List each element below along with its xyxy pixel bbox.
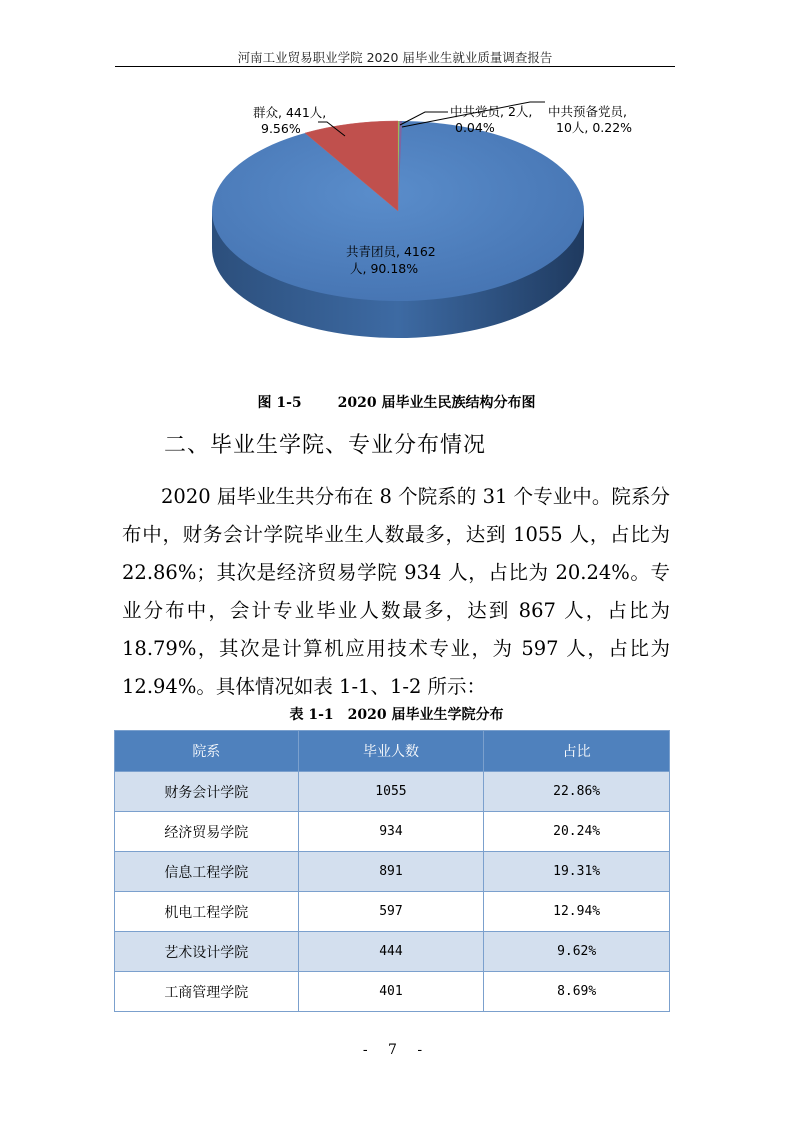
table-row [115, 972, 670, 1012]
graduate-percent: 9.62% [484, 932, 670, 972]
label-qunzhong-line1: 群众, 441人, [253, 105, 327, 120]
page-header: 河南工业贸易职业学院 2020 届毕业生就业质量调查报告 [237, 50, 553, 65]
figure-title: 2020 届毕业生民族结构分布图 [337, 395, 536, 411]
body-paragraph [122, 478, 670, 706]
graduate-percent: 12.94% [484, 892, 670, 932]
figure-number: 图 1-5 [257, 395, 302, 411]
page-number: - 7 - [362, 1042, 431, 1058]
table-number: 表 1-1 [289, 707, 334, 723]
table-caption [0, 704, 793, 724]
graduate-count: 1055 [298, 772, 484, 812]
label-qingnian-line2: 人, 90.18% [350, 261, 419, 276]
label-qingnian-line1: 共青团员, 4162 [346, 244, 436, 259]
graduate-count: 934 [298, 812, 484, 852]
graduate-count: 444 [298, 932, 484, 972]
college-name: 经济贸易学院 [115, 812, 299, 852]
college-distribution-table [114, 730, 670, 1012]
table-header-row [115, 731, 670, 772]
header-college: 院系 [115, 731, 299, 772]
label-yubei-line2: 10人, 0.22% [556, 120, 633, 135]
paragraph-text: 2020 届毕业生共分布在 8 个院系的 31 个专业中。院系分布中，财务会计学院毕业生人数最多，达到 1055 人，占比为 22.86%；其次是经济贸易学院 934 人，占比为 20.24%。专业分布中，会计专业毕业人数最多，达到 867 人，占比为 18.79%，其次是计算机应用技术专业，为 597 人，占比为 12.94%。具体情况如表 1-1、1-2 所示： [122, 485, 670, 698]
college-name: 工商管理学院 [115, 972, 299, 1012]
section-heading: 二、毕业生学院、专业分布情况 [164, 433, 487, 458]
table-row [115, 772, 670, 812]
college-name: 财务会计学院 [115, 772, 299, 812]
figure-caption [0, 392, 793, 412]
graduate-count: 401 [298, 972, 484, 1012]
header-count: 毕业人数 [298, 731, 484, 772]
table-title: 2020 届毕业生学院分布 [347, 707, 504, 723]
table-row [115, 852, 670, 892]
label-yubei-line1: 中共预备党员, [548, 104, 627, 119]
college-name: 艺术设计学院 [115, 932, 299, 972]
label-dangyuan-line2: 0.04% [455, 120, 495, 135]
graduate-percent: 8.69% [484, 972, 670, 1012]
label-dangyuan-line1: 中共党员, 2人, [450, 104, 533, 119]
label-qunzhong-line2: 9.56% [261, 121, 301, 136]
table-row [115, 932, 670, 972]
political-status-pie-chart [0, 80, 793, 380]
college-name: 信息工程学院 [115, 852, 299, 892]
graduate-percent: 22.86% [484, 772, 670, 812]
graduate-percent: 19.31% [484, 852, 670, 892]
table-row [115, 812, 670, 852]
table-row [115, 892, 670, 932]
header-rule [115, 66, 675, 67]
graduate-percent: 20.24% [484, 812, 670, 852]
header-percent: 占比 [484, 731, 670, 772]
graduate-count: 597 [298, 892, 484, 932]
college-name: 机电工程学院 [115, 892, 299, 932]
graduate-count: 891 [298, 852, 484, 892]
